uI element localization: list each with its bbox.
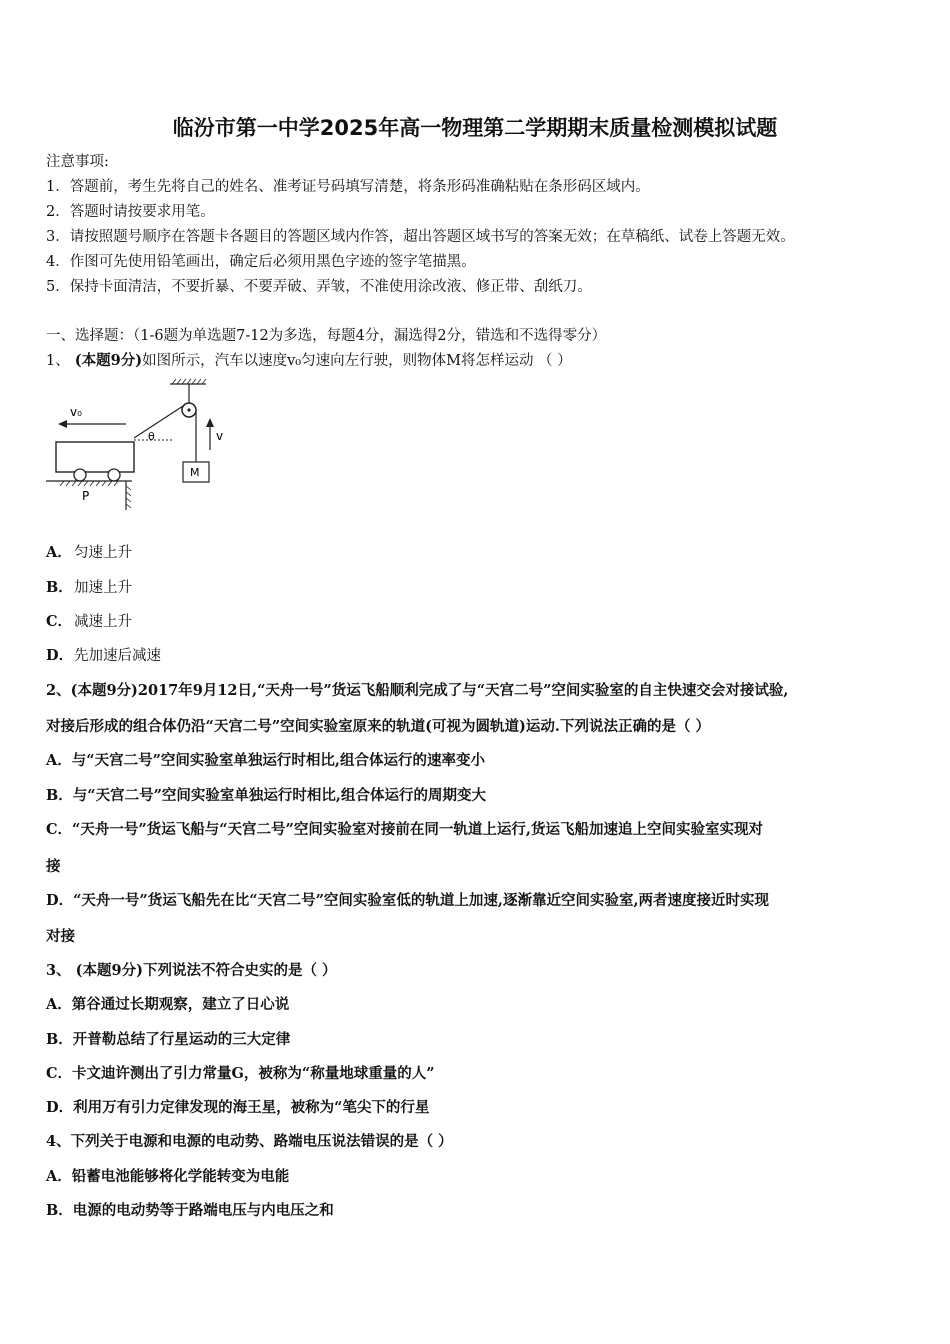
notes-header: 注意事项: [46,154,109,170]
page-title: 临汾市第一中学2025年高一物理第二学期期末质量检测模拟试题 [172,116,778,140]
figure-label-theta: θ [148,430,155,443]
figure-label-p: P [82,489,90,503]
note-item-5: 5．保持卡面清洁，不要折暴、不要弄破、弄皱，不准使用涂改液、修正带、刮纸刀。 [46,279,592,295]
figure-label-v0: v₀ [70,405,82,419]
section-heading: 一、选择题：（1-6题为单选题7-12为多选，每题4分，漏选得2分，错选和不选得零分） [46,328,607,344]
note-item-3: 3．请按照题号顺序在答题卡各题目的答题区域内作答，超出答题区域书写的答案无效；在草稿纸、试卷上答题无效。 [46,229,795,245]
q1-option-a: A． 匀速上升 [46,544,132,561]
q2-option-a: A．与“天宫二号”空间实验室单独运行时相比,组合体运行的速率变小 [46,752,485,769]
q1-figure [44,378,244,518]
q3-option-a: A．第谷通过长期观察，建立了日心说 [46,996,290,1013]
q2-option-d-line2: 对接 [46,928,75,945]
q1-score: (本题9分) [69,352,143,369]
question-2-stem-line1: 2、(本题9分)2017年9月12日,“天舟一号”货运飞船顺利完成了与“天宫二号”空间实验室的自主快速交会对接试验, [46,682,789,699]
q1-text: 如图所示，汽车以速度v₀匀速向左行驶，则物体M将怎样运动 （ ） [142,353,572,369]
note-item-1: 1．答题前，考生先将自己的姓名、准考证号码填写清楚，将条形码准确粘贴在条形码区域内。 [46,179,650,195]
figure-label-m: M [190,466,200,479]
question-1-stem [46,351,572,371]
question-4-stem: 4、下列关于电源和电源的电动势、路端电压说法错误的是（ ） [46,1133,453,1150]
q3-option-c: C．卡文迪许测出了引力常量G，被称为“称量地球重量的人” [46,1065,435,1082]
q1-option-d: D．先加速后减速 [46,647,161,664]
note-item-2: 2．答题时请按要求用笔。 [46,204,215,220]
q4-option-b: B．电源的电动势等于路端电压与内电压之和 [46,1202,334,1219]
q4-option-a: A．铅蓄电池能够将化学能转变为电能 [46,1168,290,1185]
q2-option-b: B．与“天宫二号”空间实验室单独运行时相比,组合体运行的周期变大 [46,787,486,804]
q1-option-b: B．加速上升 [46,579,132,596]
question-3-stem: 3、 (本题9分)下列说法不符合史实的是（ ） [46,962,337,979]
q2-option-c-line2: 接 [46,858,61,875]
q3-option-b: B．开普勒总结了行星运动的三大定律 [46,1031,291,1048]
question-2-stem-line2: 对接后形成的组合体仍沿“天宫二号”空间实验室原来的轨道(可视为圆轨道)运动.下列说法正确的是（ ） [46,718,710,735]
note-item-4: 4．作图可先使用铅笔画出，确定后必须用黑色字迹的签字笔描黑。 [46,254,476,270]
q3-option-d: D．利用万有引力定律发现的海王星，被称为“笔尖下的行星 [46,1099,430,1116]
q1-number: 1、 [46,353,70,369]
q1-option-c: C． 减速上升 [46,613,132,630]
q2-option-d-line1: D．“天舟一号”货运飞船先在比“天宫二号”空间实验室低的轨道上加速,逐渐靠近空间实验室,两者速度接近时实现 [46,892,770,909]
figure-label-v: v [216,429,224,443]
q2-option-c-line1: C．“天舟一号”货运飞船与“天宫二号”空间实验室对接前在同一轨道上运行,货运飞船加速追上空间实验室实现对 [46,821,763,838]
